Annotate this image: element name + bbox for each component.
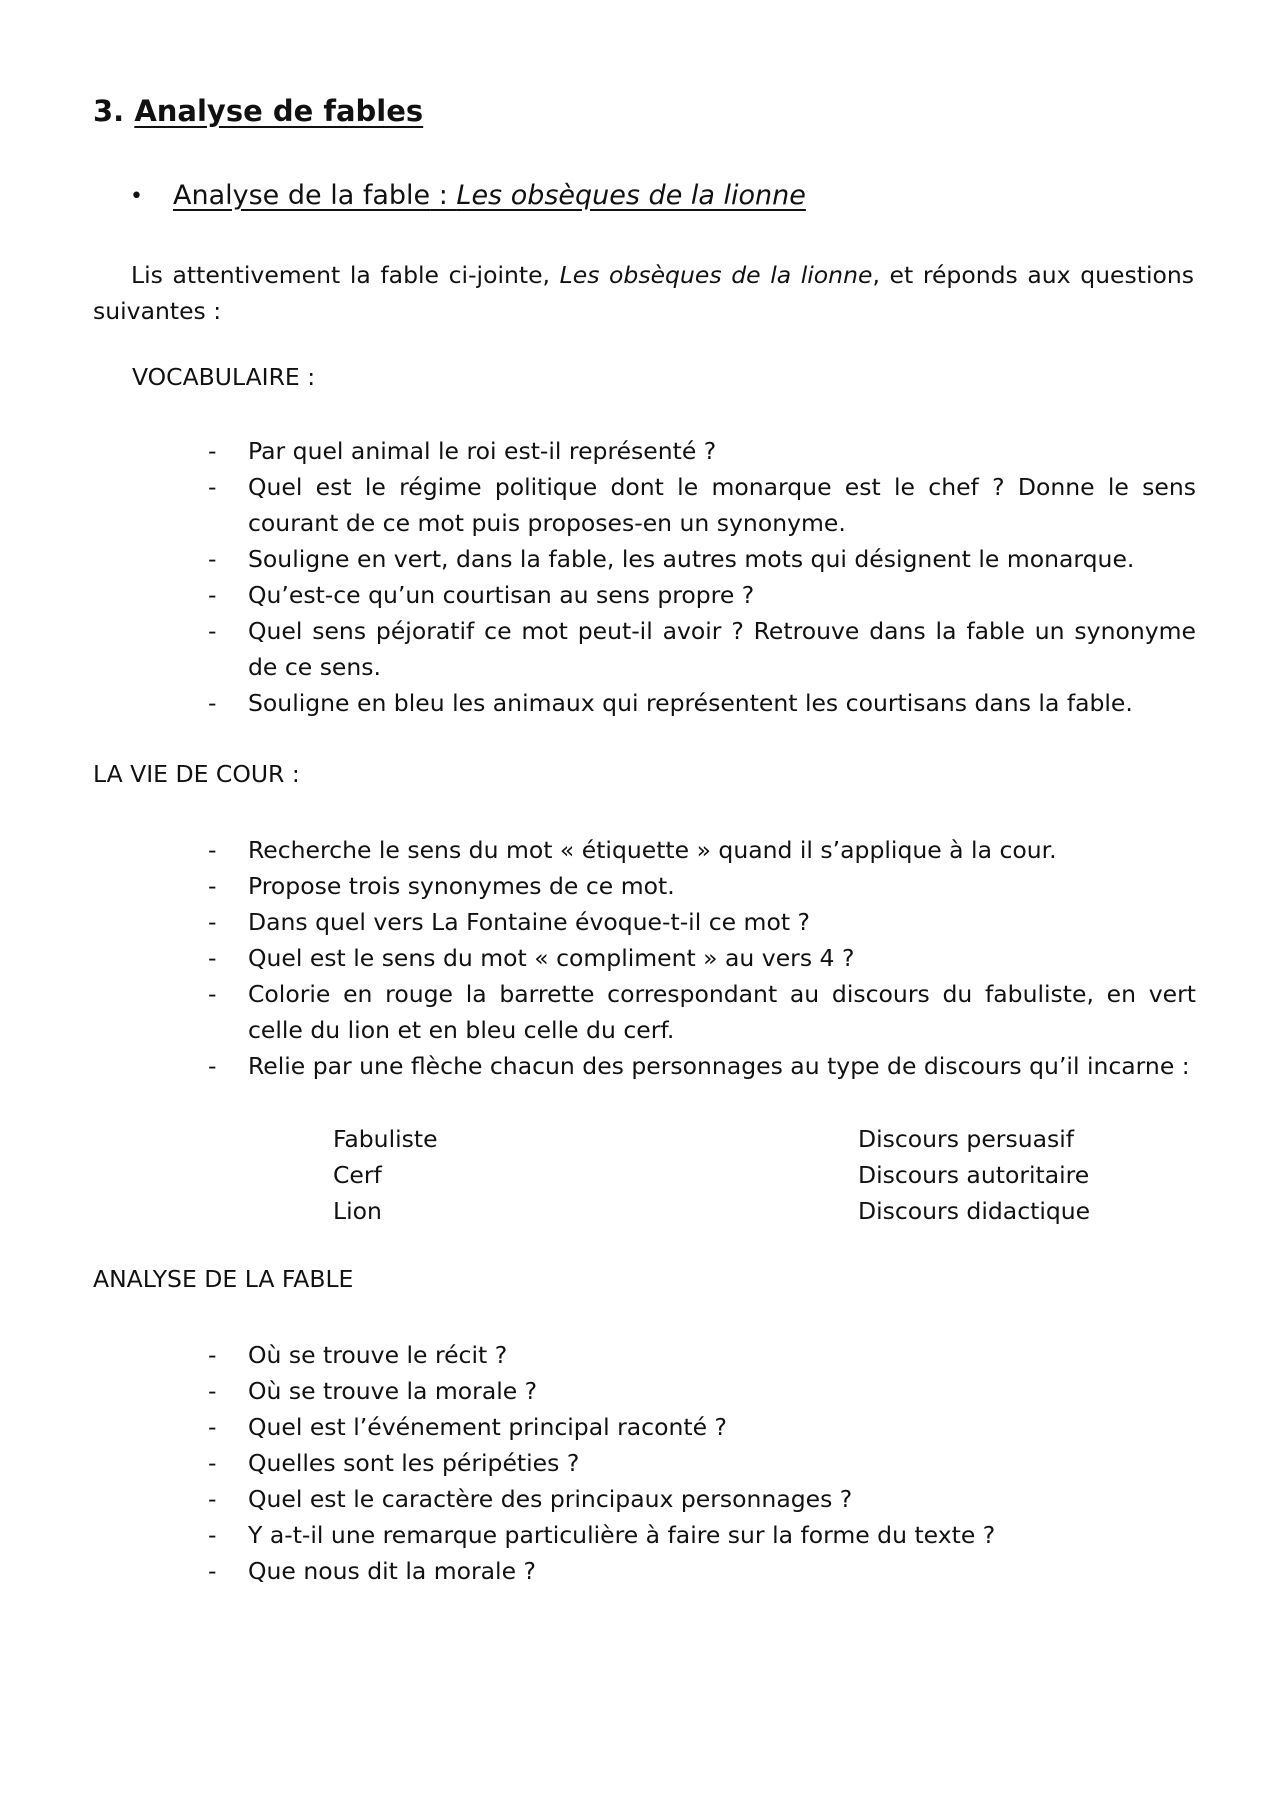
fable-subheading (130, 180, 806, 211)
list-item: - Dans quel vers La Fontaine évoque-t-il ce mot ? (208, 904, 1196, 940)
heading-number: 3. (93, 94, 125, 128)
list-item: - Propose trois synonymes de ce mot. (208, 868, 1196, 904)
list-item: - Par quel animal le roi est-il représenté ? (208, 433, 1196, 469)
list-item: - Quelles sont les péripéties ? (208, 1445, 1196, 1481)
heading-title: Analyse de fables (134, 94, 424, 128)
list-item: - Où se trouve la morale ? (208, 1373, 1196, 1409)
character-fabuliste: Fabuliste (333, 1125, 438, 1153)
section-title-vocabulaire: VOCABULAIRE : (132, 363, 316, 391)
vocabulaire-question-list (208, 433, 1196, 721)
list-item: - Relie par une flèche chacun des personnages au type de discours qu’il incarne : (208, 1048, 1196, 1084)
list-item: - Quel sens péjoratif ce mot peut-il avoir ? Retrouve dans la fable un synonyme de ce sens. (208, 613, 1196, 685)
intro-fable-title: Les obsèques de la lionne (559, 261, 873, 289)
list-item: - Que nous dit la morale ? (208, 1553, 1196, 1589)
discourse-didactique: Discours didactique (858, 1197, 1091, 1225)
matching-discourses (858, 1121, 1090, 1229)
list-item: - Colorie en rouge la barrette correspondant au discours du fabuliste, en vert celle du lion et en bleu celle du cerf. (208, 976, 1196, 1048)
list-item: - Souligne en bleu les animaux qui représentent les courtisans dans la fable. (208, 685, 1196, 721)
intro-part2: , et réponds aux questions (872, 261, 1194, 289)
vie-de-cour-question-list (208, 832, 1196, 1084)
discourse-autoritaire: Discours autoritaire (858, 1161, 1090, 1189)
list-item: - Quel est le caractère des principaux personnages ? (208, 1481, 1196, 1517)
analyse-question-list (208, 1337, 1196, 1589)
intro-paragraph (93, 257, 1194, 329)
subheading-fable-title: Les obsèques de la lionne (456, 180, 806, 211)
list-item: - Quel est le régime politique dont le monarque est le chef ? Donne le sens courant de ce mot puis proposes-en un synonyme. (208, 469, 1196, 541)
list-item: - Où se trouve le récit ? (208, 1337, 1196, 1373)
list-item: - Quel est l’événement principal raconté ? (208, 1409, 1196, 1445)
section-title-vie-de-cour: LA VIE DE COUR : (93, 760, 300, 788)
list-item: - Souligne en vert, dans la fable, les autres mots qui désignent le monarque. (208, 541, 1196, 577)
section-heading (93, 94, 423, 128)
intro-part1: Lis attentivement la fable ci-jointe, (131, 261, 560, 289)
character-lion: Lion (333, 1197, 382, 1225)
bullet-icon: • (130, 184, 143, 209)
list-item: - Quel est le sens du mot « compliment » au vers 4 ? (208, 940, 1196, 976)
discourse-persuasif: Discours persuasif (858, 1125, 1075, 1153)
character-cerf: Cerf (333, 1161, 382, 1189)
intro-line2: suivantes : (93, 297, 222, 325)
list-item: - Recherche le sens du mot « étiquette » quand il s’applique à la cour. (208, 832, 1196, 868)
subheading-prefix: Analyse de la fable (173, 180, 431, 211)
matching-characters (333, 1121, 438, 1229)
section-title-analyse: ANALYSE DE LA FABLE (93, 1265, 354, 1293)
list-item: - Y a-t-il une remarque particulière à faire sur la forme du texte ? (208, 1517, 1196, 1553)
subheading-colon: : (430, 180, 457, 211)
list-item: - Qu’est-ce qu’un courtisan au sens propre ? (208, 577, 1196, 613)
